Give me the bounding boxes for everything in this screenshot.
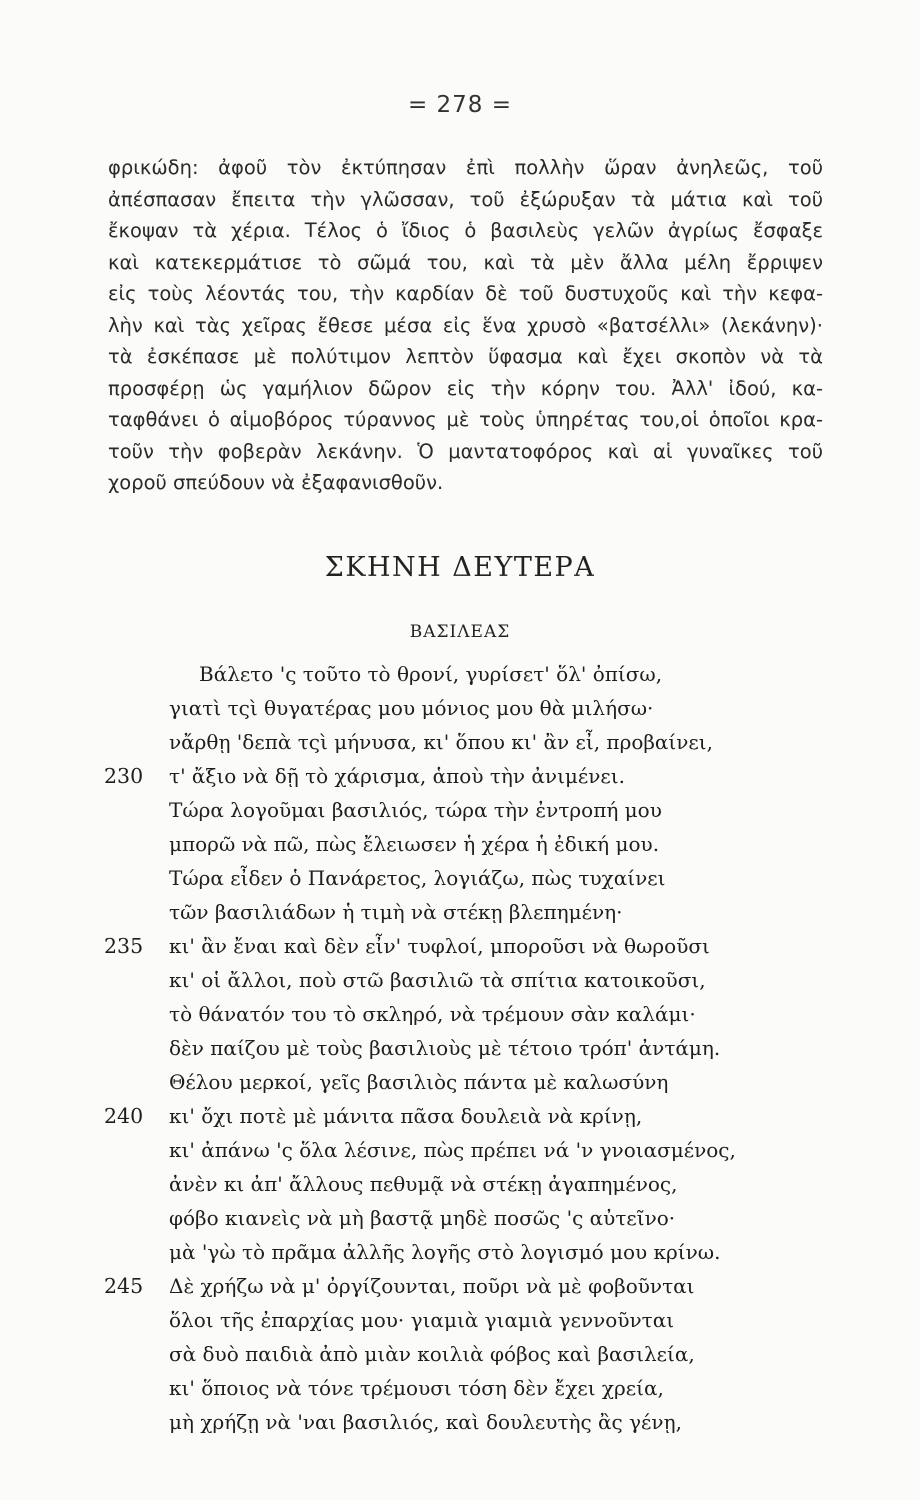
- verse-text: μὰ 'γὼ τὸ πρᾶμα ἀλλῆς λογῆς στὸ λογισμό μου κρίνω.: [169, 1240, 721, 1264]
- speaker-name: ΒΑΣΙΛΕΑΣ: [409, 622, 511, 642]
- prose-line: φρικώδη: ἀφοῦ τὸν ἐκτύπησαν ἐπὶ πολλὴν ὥραν ἀνηλεῶς, τοῦ: [108, 156, 823, 179]
- verse-line: [0, 1201, 920, 1235]
- prose-line: εἰς τοὺς λέοντάς του, τὴν καρδίαν δὲ τοῦ δυστυχοῦς καὶ τὴν κεφα-: [108, 282, 823, 305]
- verse-line: [0, 793, 920, 827]
- verse-text: Βάλετο 'ς τοῦτο τὸ θρονί, γυρίσετ' ὅλ' ὀπίσω,: [199, 662, 663, 686]
- verse-text: Τώρα λογοῦμαι βασιλιός, τώρα τὴν ἐντροπή μου: [169, 798, 662, 822]
- verse-text: τ' ἄξιο νὰ δῇ τὸ χάρισμα, ἁποὺ τὴν ἀνιμένει.: [169, 764, 625, 788]
- verse-block: [0, 657, 920, 1439]
- verse-line: [0, 895, 920, 929]
- verse-text: νἄρθῃ 'δεπὰ τςὶ μήνυσα, κι' ὅπου κι' ἂν εἶ, προβαίνει,: [169, 730, 713, 754]
- verse-line: [0, 1337, 920, 1371]
- verse-text: Τώρα εἶδεν ὁ Πανάρετος, λογιάζω, πὼς τυχαίνει: [169, 866, 666, 890]
- verse-text: γιατὶ τςὶ θυγατέρας μου μόνιος μου θὰ μιλήσω·: [169, 696, 654, 720]
- verse-line: [0, 827, 920, 861]
- verse-line: [0, 1269, 920, 1303]
- verse-line: [0, 1371, 920, 1405]
- prose-line: ἔκοψαν τὰ χέρια. Τέλος ὁ ἴδιος ὁ βασιλεὺς γελῶν ἀγρίως ἔσφαξε: [108, 219, 823, 242]
- scene-title: ΣΚΗΝΗ ΔΕΥΤΕΡΑ: [324, 552, 596, 583]
- verse-text: μὴ χρήζῃ νὰ 'ναι βασιλιός, καὶ δουλευτὴς ἂς γένῃ,: [169, 1410, 682, 1434]
- line-number: 235: [104, 934, 144, 958]
- verse-line: [0, 861, 920, 895]
- verse-text: ὅλοι τῆς ἐπαρχίας μου· γιαμιὰ γιαμιὰ γεννοῦνται: [169, 1308, 675, 1332]
- verse-line: [0, 1099, 920, 1133]
- prose-line: καὶ κατεκερμάτισε τὸ σῶμά του, καὶ τὰ μὲν ἄλλα μέλη ἔρριψεν: [108, 250, 823, 274]
- prose-line: ἀπέσπασαν ἔπειτα τὴν γλῶσσαν, τοῦ ἐξώρυξαν τὰ μάτια καὶ τοῦ: [108, 187, 823, 211]
- line-number: 245: [104, 1274, 144, 1298]
- verse-text: ἀνὲν κι ἀπ' ἄλλους πεθυμᾷ νὰ στέκῃ ἀγαπημένος,: [169, 1172, 678, 1196]
- prose-line: λὴν καὶ τὰς χεῖρας ἔθεσε μέσα εἰς ἕνα χρυσὸ «βατσέλλι» (λεκάνην)·: [108, 313, 823, 337]
- verse-line: [0, 657, 920, 691]
- verse-text: κι' ὄχι ποτὲ μὲ μάνιτα πᾶσα δουλειὰ νὰ κρίνῃ,: [169, 1104, 643, 1128]
- verse-line: [0, 1133, 920, 1167]
- verse-text: κι' ἂν ἔναι καὶ δὲν εἶν' τυφλοί, μποροῦσι νὰ θωροῦσι: [169, 934, 710, 958]
- verse-line: [0, 1235, 920, 1269]
- prose-line: χοροῦ σπεύδουν νὰ ἐξαφανισθοῦν.: [108, 471, 444, 494]
- verse-line: [0, 1031, 920, 1065]
- prose-line: τὰ ἐσκέπασε μὲ πολύτιμον λεπτὸν ὕφασμα καὶ ἔχει σκοπὸν νὰ τὰ: [108, 345, 823, 368]
- prose-line: ταφθάνει ὁ αἱμοβόρος τύραννος μὲ τοὺς ὑπηρέτας του,οἱ ὁποῖοι κρα-: [108, 408, 823, 431]
- verse-line: [0, 997, 920, 1031]
- verse-text: δὲν παίζου μὲ τοὺς βασιλιοὺς μὲ τέτοιο τρόπ' ἀντάμη.: [169, 1036, 721, 1060]
- verse-line: [0, 929, 920, 963]
- verse-text: κι' ἀπάνω 'ς ὅλα λέσινε, πὼς πρέπει νά 'ν γνοιασμένος,: [169, 1138, 736, 1162]
- prose-line: τοῦν τὴν φοβερὰν λεκάνην. Ὁ μαντατοφόρος καὶ αἱ γυναῖκες τοῦ: [108, 439, 823, 463]
- verse-text: κι' ὅποιος νὰ τόνε τρέμουσι τόση δὲν ἔχει χρεία,: [169, 1376, 664, 1400]
- line-number: 230: [104, 764, 144, 788]
- verse-text: κι' οἱ ἄλλοι, ποὺ στῶ βασιλιῶ τὰ σπίτια κατοικοῦσι,: [169, 968, 706, 992]
- verse-line: [0, 759, 920, 793]
- verse-text: μπορῶ νὰ πῶ, πὼς ἔλειωσεν ἡ χέρα ἡ ἐδική μου.: [169, 832, 660, 856]
- verse-text: Δὲ χρήζω νὰ μ' ὀργίζουνται, ποῦρι νὰ μὲ φοβοῦνται: [169, 1274, 695, 1298]
- page-number: = 278 =: [407, 92, 513, 118]
- line-number: 240: [104, 1104, 144, 1128]
- prose-line: προσφέρῃ ὡς γαμήλιον δῶρον εἰς τὴν κόρην του. Ἀλλ' ἰδού, κα-: [108, 376, 823, 400]
- prose-paragraph: [108, 152, 823, 499]
- verse-line: [0, 1167, 920, 1201]
- verse-line: [0, 1405, 920, 1439]
- verse-line: [0, 725, 920, 759]
- verse-line: [0, 691, 920, 725]
- verse-line: [0, 1065, 920, 1099]
- verse-text: τὸ θάνατόν του τὸ σκληρό, νὰ τρέμουν σὰν καλάμι·: [169, 1002, 696, 1026]
- verse-line: [0, 963, 920, 997]
- verse-text: σὰ δυὸ παιδιὰ ἀπὸ μιὰν κοιλιὰ φόβος καὶ βασιλεία,: [169, 1342, 695, 1366]
- verse-line: [0, 1303, 920, 1337]
- verse-text: Θέλου μερκοί, γεῖς βασιλιὸς πάντα μὲ καλωσύνη: [169, 1070, 669, 1094]
- verse-text: τῶν βασιλιάδων ἡ τιμὴ νὰ στέκῃ βλεπημένη·: [169, 900, 623, 924]
- verse-text: φόβο κιανεὶς νὰ μὴ βαστᾷ μηδὲ ποσῶς 'ς αὐτεῖνο·: [169, 1206, 676, 1230]
